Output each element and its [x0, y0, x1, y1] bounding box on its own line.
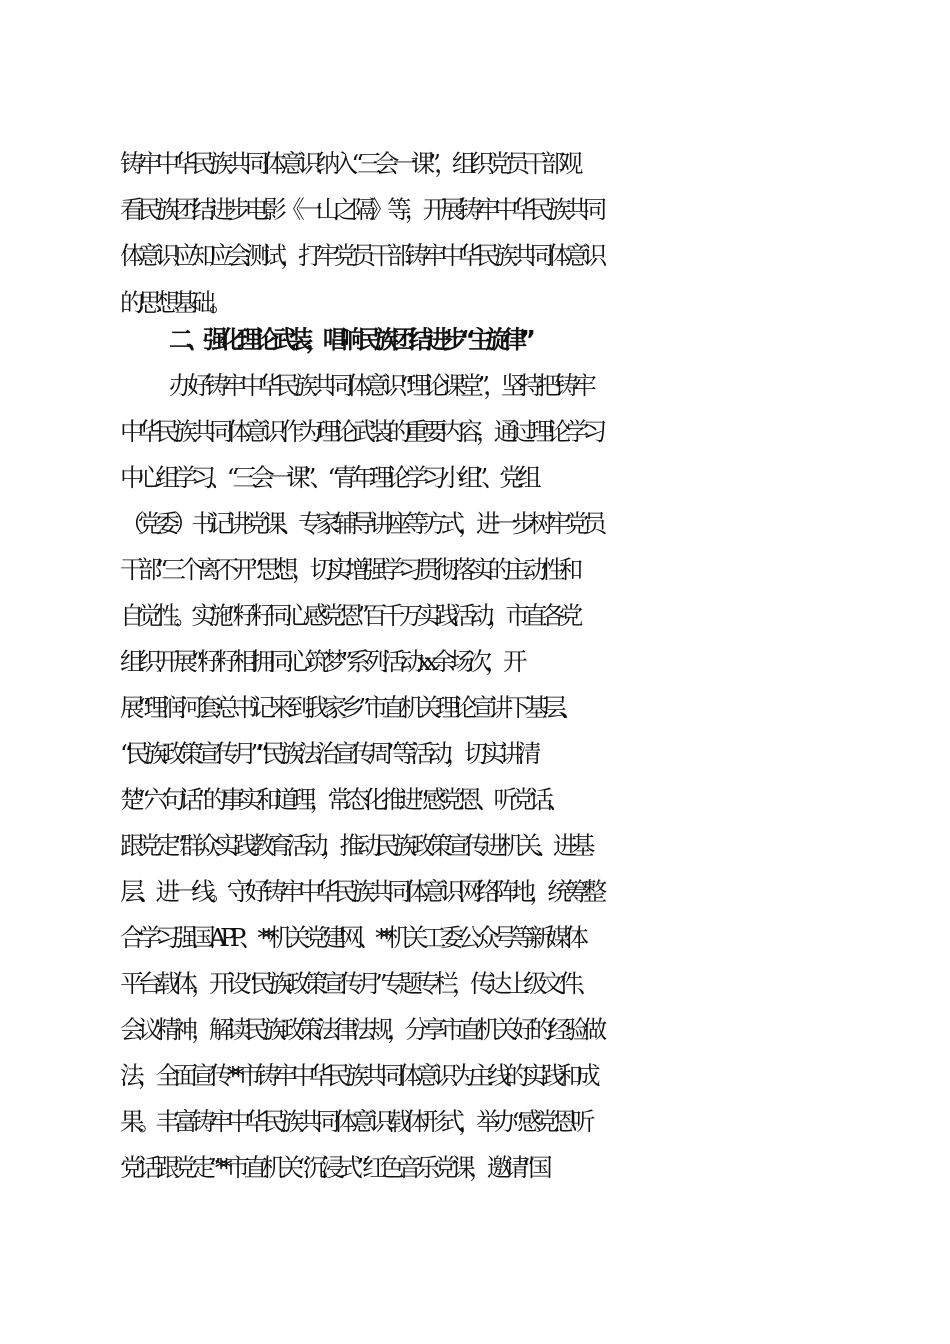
- paragraph-2-line-6: 自觉性。实施“籽籽同心感党恩”百千万实践活动，市直各党: [120, 601, 577, 630]
- paragraph-1-line-3: 体意识应知应会测试，打牢党员干部铸牢中华民族共同体意识: [120, 241, 601, 270]
- paragraph-2-line-10: 楚“六句话”的事实和道理，常态化推进“感党恩、听党话、: [120, 785, 565, 814]
- paragraph-2-line-12: 层、进一线。守好铸牢中华民族共同体意识网络阵地，统筹整: [120, 877, 601, 906]
- paragraph-2-line-3: 中心组学习、“三会一课”、“青年理论学习小组”、党组: [120, 463, 535, 492]
- paragraph-1-line-4: 的思想基础。: [120, 288, 227, 317]
- paragraph-1-line-1: 铸牢中华民族共同体意识纳入“三会一课”，组织党员干部观: [120, 149, 577, 178]
- paragraph-1-line-2: 看民族团结进步电影《一山之隔》等，开展铸牢中华民族共同: [120, 195, 601, 224]
- paragraph-2-line-8: 展“理润河套·总书记来到我家乡”市直机关理论宣讲下基层、: [120, 693, 578, 722]
- paragraph-2-line-18: 党话跟党走”**市直机关“沉浸式”红色音乐党课，邀请“国: [120, 1153, 546, 1182]
- paragraph-2-line-9: “民族政策宣传月”“民族法治宣传周”等活动，切实讲清: [120, 739, 535, 768]
- paragraph-2-line-11: 跟党走”群众实践教育活动，推动民族政策宣传进机关、进基: [120, 831, 589, 860]
- paragraph-2-line-4: （党委）书记讲党课、专家辅导讲座等方式，进一步树牢党员: [120, 509, 601, 538]
- paragraph-2-line-7: 组织开展“籽籽相拥·同心筑梦”系列活动xx余场次，开: [120, 647, 521, 676]
- paragraph-2-line-5: 干部“三个离不开”思想，切实增强学习贯彻落实的主动性和: [120, 555, 577, 584]
- paragraph-2-line-14: 平台载体，开设“民族政策宣传月”专题专栏，传达上级文件、: [120, 969, 595, 998]
- paragraph-2-line-16: 法，全面宣传**市铸牢中华民族共同体意识为主线的实践和成: [120, 1061, 594, 1090]
- paragraph-2-line-17: 果。丰富铸牢中华民族共同体意识载体形式，举办“感党恩听: [120, 1107, 589, 1136]
- paragraph-2-line-13: 合学习强国APP、**机关党建网、**机关工委公众号等新媒体: [120, 923, 583, 952]
- paragraph-2-line-1: 办好铸牢中华民族共同体意识“理论课堂”，坚持把铸牢: [169, 371, 591, 400]
- section-heading-2: 二、强化理论武装，唱响民族团结进步“主旋律”: [169, 325, 529, 354]
- paragraph-2-line-15: 会议精神，解读民族政策法律法规，分享市直机关好的经验做: [120, 1015, 601, 1044]
- paragraph-2-line-2: 中华民族共同体意识作为理论武装的重要内容，通过理论学习: [120, 417, 601, 446]
